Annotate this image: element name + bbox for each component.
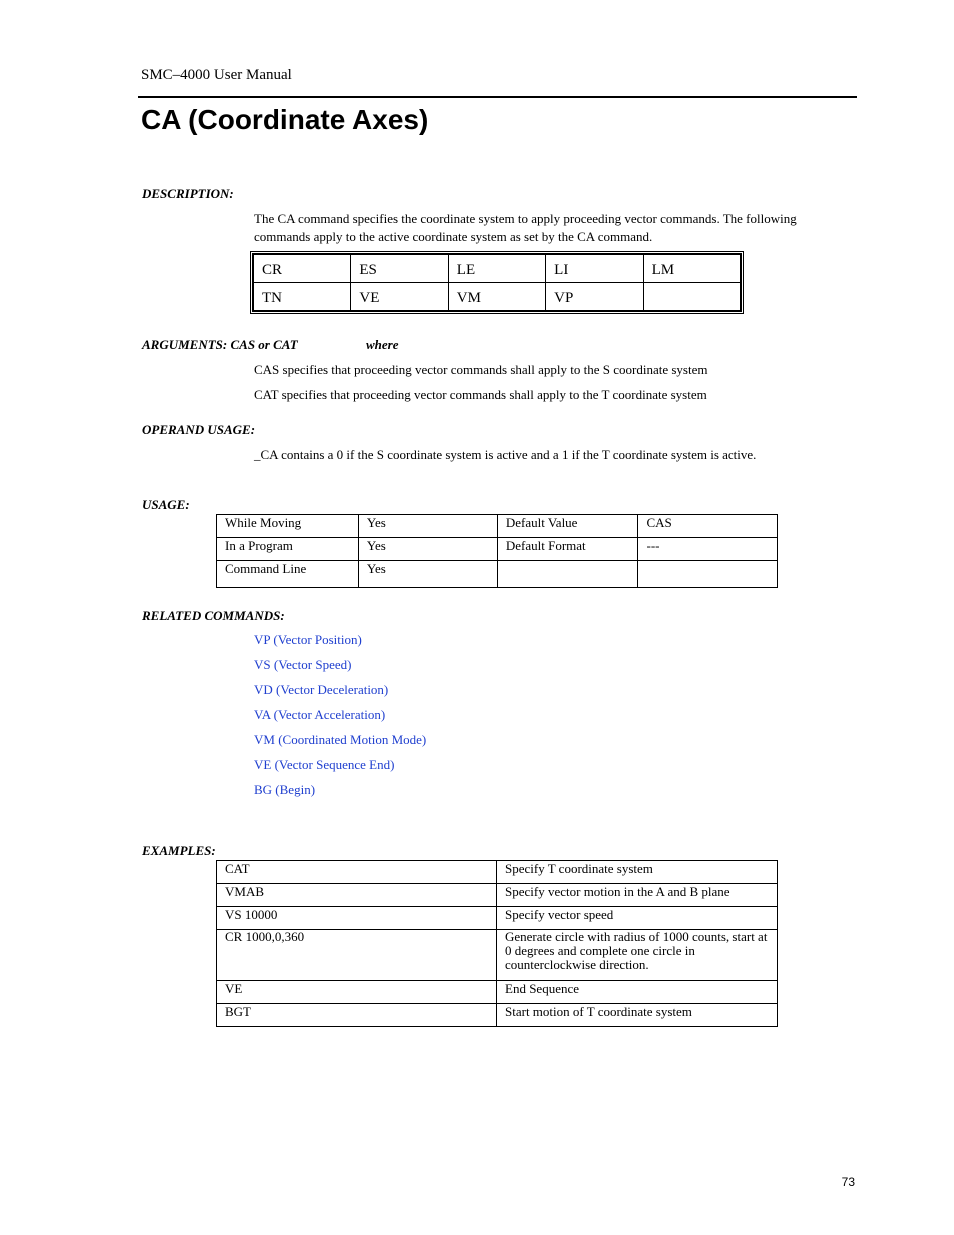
related-link-ve[interactable]: VE (Vector Sequence End) [254,757,395,772]
command-cell: TN [254,283,351,311]
header-rule [138,96,857,98]
example-command: CAT [217,861,497,884]
table-cell: Default Value [497,515,638,538]
table-row [217,981,778,1004]
description-label: DESCRIPTION: [142,186,234,201]
arguments-label-text: ARGUMENTS: CAS or CAT [142,337,298,352]
table-row [217,515,778,538]
table-cell: Yes [358,561,497,588]
table-cell: In a Program [217,538,359,561]
command-cell: LM [643,255,740,283]
related-commands-label: RELATED COMMANDS: [142,608,285,623]
command-cell: LE [448,255,545,283]
table-cell [638,561,778,588]
table-row [217,884,778,907]
argument-cas: CAS specifies that proceeding vector commands shall apply to the S coordinate system [254,362,708,377]
example-command: CR 1000,0,360 [217,930,497,981]
example-description: Specify vector speed [497,907,778,930]
example-command: VMAB [217,884,497,907]
running-header: SMC–4000 User Manual [141,67,292,83]
command-row [254,283,741,311]
command-cell [643,283,740,311]
command-row [254,255,741,283]
command-cell: VP [546,283,643,311]
related-link-vd[interactable]: VD (Vector Deceleration) [254,682,389,697]
related-link-vs[interactable]: VS (Vector Speed) [254,657,352,672]
operand-usage-label: OPERAND USAGE: [142,422,256,437]
command-cell: ES [351,255,448,283]
command-cell: CR [254,255,351,283]
example-description: Specify T coordinate system [497,861,778,884]
page-title: CA (Coordinate Axes) [141,104,429,135]
examples-label: EXAMPLES: [142,843,216,858]
example-description: Start motion of T coordinate system [497,1004,778,1027]
command-cell: VM [448,283,545,311]
operand-usage-text: _CA contains a 0 if the S coordinate system is active and a 1 if the T coordinate system is active. [254,447,757,462]
example-command: BGT [217,1004,497,1027]
usage-label: USAGE: [142,497,190,512]
related-link-bg[interactable]: BG (Begin) [254,782,316,797]
table-cell: Default Format [497,538,638,561]
related-link-vm[interactable]: VM (Coordinated Motion Mode) [254,732,427,747]
table-cell: --- [638,538,778,561]
example-description: End Sequence [497,981,778,1004]
affected-commands-grid [250,251,744,314]
table-cell: Yes [358,538,497,561]
table-row [217,861,778,884]
table-row [217,538,778,561]
table-row [217,561,778,588]
example-description: Generate circle with radius of 1000 counts, start at 0 degrees and complete one circle in counterclockwise direction. [497,930,778,981]
table-cell: While Moving [217,515,359,538]
table-row [217,1004,778,1027]
example-description: Specify vector motion in the A and B plane [497,884,778,907]
related-commands-list [254,632,426,807]
table-cell: Command Line [217,561,359,588]
table-row [217,930,778,981]
related-link-vp[interactable]: VP (Vector Position) [254,632,362,647]
argument-cat: CAT specifies that proceeding vector commands shall apply to the T coordinate system [254,387,707,402]
arguments-where: where [366,337,399,352]
related-link-va[interactable]: VA (Vector Acceleration) [254,707,386,722]
table-row [217,907,778,930]
command-cell: LI [546,255,643,283]
table-cell [497,561,638,588]
command-cell: VE [351,283,448,311]
table-cell: CAS [638,515,778,538]
description-text: The CA command specifies the coordinate system to apply proceeding vector commands. The following commands apply to the active coordinate system as set by the CA command. [254,211,797,244]
table-cell: Yes [358,515,497,538]
examples-table [216,860,778,1027]
usage-table [216,514,778,588]
example-command: VS 10000 [217,907,497,930]
example-command: VE [217,981,497,1004]
page-number: 73 [841,1175,855,1189]
arguments-label [142,337,399,353]
